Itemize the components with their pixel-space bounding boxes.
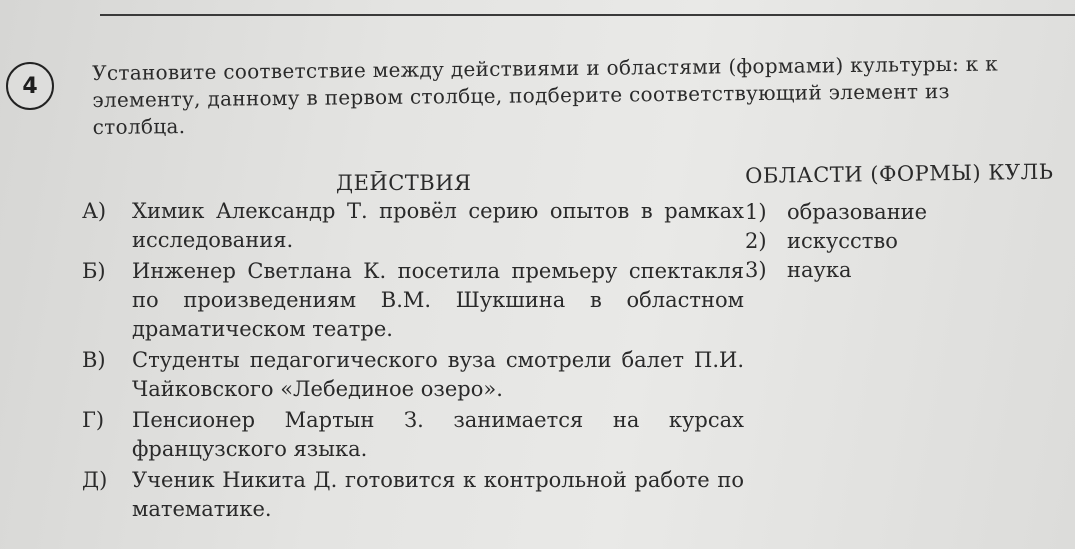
actions-column-header: ДЕЙСТВИЯ xyxy=(336,171,472,195)
form-item xyxy=(745,227,1075,256)
top-divider xyxy=(100,14,1075,16)
task-number: 4 xyxy=(22,73,38,99)
action-text: Ученик Никита Д. готовится к контрольной работе по математике. xyxy=(132,468,744,521)
action-letter: Д) xyxy=(82,468,108,492)
action-text: Химик Александр Т. провёл серию опытов в рамках исследования. xyxy=(132,199,744,252)
form-number: 2) xyxy=(745,229,767,253)
action-letter: А) xyxy=(82,199,107,223)
action-item xyxy=(74,466,744,524)
form-item xyxy=(745,198,1075,227)
action-text: Инженер Светлана К. посетила премьеру спектакля по произведениям В.М. Шукшина в областном драматическом театре. xyxy=(132,259,744,341)
form-number: 3) xyxy=(745,258,767,282)
task-prompt-line: столбца. xyxy=(92,114,186,139)
form-label: образование xyxy=(787,200,928,224)
action-letter: В) xyxy=(82,348,106,372)
action-item xyxy=(74,257,744,344)
task-prompt-line: элементу, данному в первом столбце, подберите соответствующий элемент из xyxy=(92,79,950,112)
task-number-badge xyxy=(6,62,54,110)
form-number: 1) xyxy=(745,200,767,224)
action-letter: Б) xyxy=(82,259,106,283)
task-prompt-line: Установите соответствие между действиями и областями (формами) культуры: к к xyxy=(92,51,999,85)
action-letter: Г) xyxy=(82,408,105,432)
action-text: Студенты педагогического вуза смотрели балет П.И. Чайковского «Лебединое озеро». xyxy=(132,348,744,401)
task-prompt xyxy=(92,50,1075,141)
form-item xyxy=(745,256,1075,285)
form-label: искусство xyxy=(787,229,898,253)
action-text: Пенсионер Мартын З. занимается на курсах французского языка. xyxy=(132,408,744,461)
forms-column-header: ОБЛАСТИ (ФОРМЫ) КУЛЬ xyxy=(745,159,1054,188)
action-item xyxy=(74,197,744,255)
actions-list xyxy=(74,197,744,526)
action-item xyxy=(74,406,744,464)
forms-list xyxy=(745,198,1075,285)
action-item xyxy=(74,346,744,404)
form-label: наука xyxy=(787,258,852,282)
